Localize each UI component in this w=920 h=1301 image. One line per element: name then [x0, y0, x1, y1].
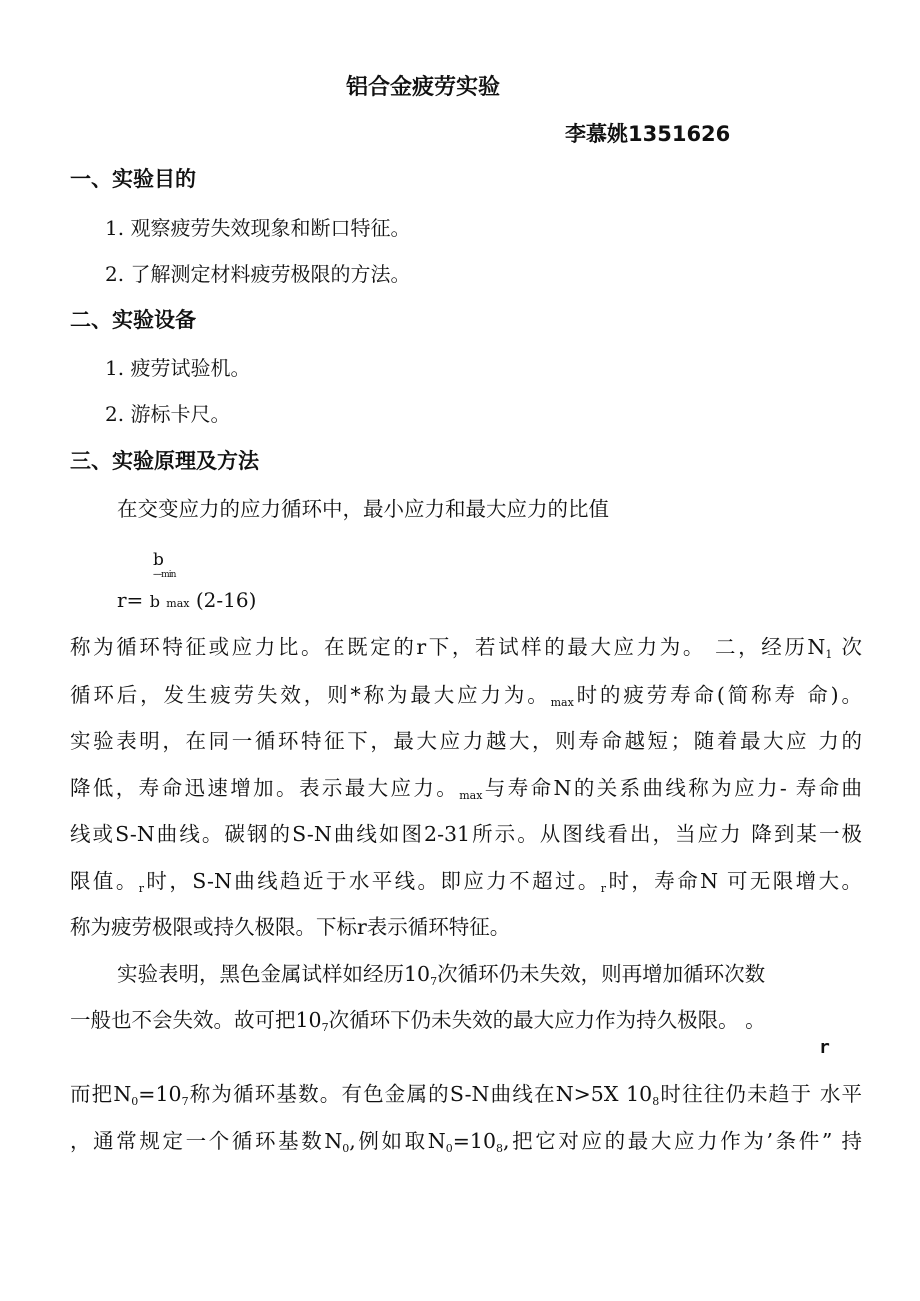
paragraph1-line6: 限值。$_r$时，S-N曲线趋近于水平线。即应力不超过。$_r$时，寿命N 可无限增大。 — [70, 869, 862, 895]
formula-numerator: b — [153, 550, 164, 570]
author-name: 李慕姚1351626 — [565, 122, 731, 146]
section-heading-purpose: 一、实验目的 — [70, 167, 196, 191]
paragraph1-line3: 实验表明，在同一循环特征下，最大应力越大，则寿命越短；随着最大应 力的 — [70, 729, 862, 753]
purpose-item-1: 1. 观察疲劳失效现象和断口特征。 — [105, 216, 411, 240]
section-heading-equipment: 二、实验设备 — [70, 308, 196, 332]
paragraph2-line1: 实验表明，黑色金属试样如经历$10_7$次循环仍未失效，则再增加循环次数 — [117, 962, 766, 988]
paragraph2-line2: 一般也不会失效。故可把$10_7$次循环下仍未失效的最大应力作为持久极限。 。 — [70, 1008, 766, 1034]
purpose-item-2: 2. 了解测定材料疲劳极限的方法。 — [105, 262, 411, 286]
formula-line — [117, 588, 256, 612]
section-heading-principle: 三、实验原理及方法 — [70, 449, 259, 473]
paragraph2-line3: 而把$N_0=10_7$称为循环基数。有色金属的S-N曲线在N>5X $10_8$时往往仍未趋于 水平 — [70, 1082, 863, 1108]
equipment-item-1: 1. 疲劳试验机。 — [105, 356, 251, 380]
equipment-item-2: 2. 游标卡尺。 — [105, 402, 231, 426]
formula-eq-number: (2-16) — [195, 588, 257, 612]
principle-intro: 在交变应力的应力循环中，最小应力和最大应力的比值 — [117, 497, 609, 521]
subscript-r-mark: r — [819, 1037, 830, 1058]
document-title: 铝合金疲劳实验 — [346, 75, 501, 100]
paragraph1-line5: 线或S-N曲线。碳钢的S-N曲线如图2-31所示。从图线看出，当应力 降到某一极 — [70, 822, 862, 846]
formula-denominator: b — [149, 592, 160, 611]
formula-den-sub: max — [166, 597, 190, 610]
paragraph2-line4: ，通常规定一个循环基数$N_0$,例如取$N_0=10_8$,把它对应的最大应力作为’条件” 持 — [70, 1129, 863, 1155]
formula-lhs: r= — [117, 588, 144, 612]
paragraph1-line2: 循环后，发生疲劳失效，则*称为最大应力为。$_{max}$时的疲劳寿命(简称寿 命)。 — [70, 683, 863, 709]
paragraph1-line1: 称为循环特征或应力比。在既定的r下，若试样的最大应力为。 二，经历$N_1$ 次 — [70, 635, 862, 661]
paragraph1-line4: 降低，寿命迅速增加。表示最大应力。$_{max}$与寿命N的关系曲线称为应力- 寿命曲 — [70, 776, 862, 802]
formula-min-mark: ----min — [153, 570, 176, 580]
paragraph1-line7: 称为疲劳极限或持久极限。下标r表示循环特征。 — [70, 915, 511, 939]
